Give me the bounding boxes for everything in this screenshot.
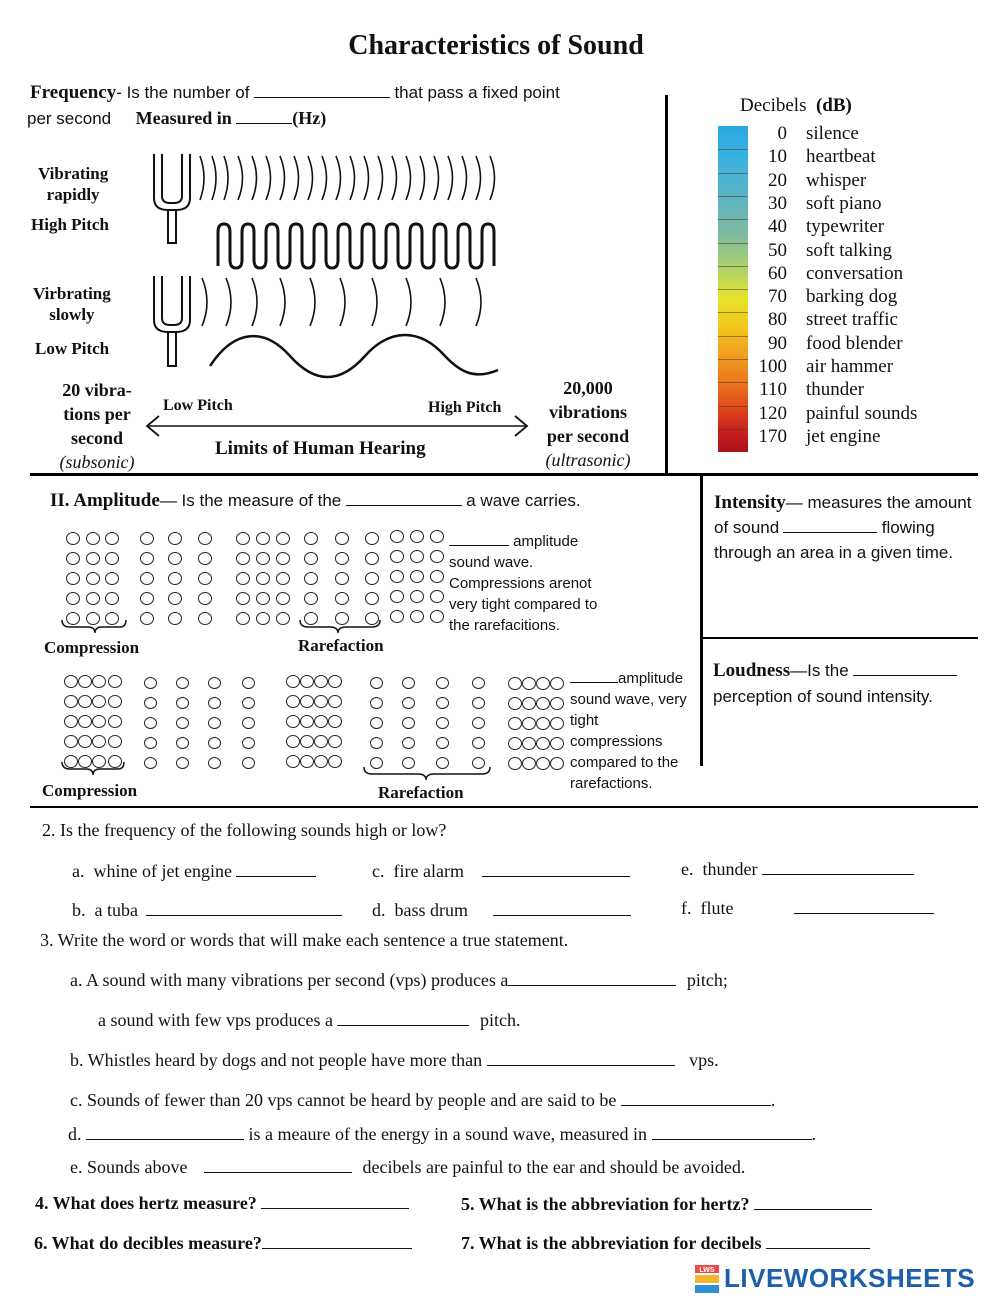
scale-tick xyxy=(718,406,748,407)
decibel-value: 70 xyxy=(768,286,787,308)
q2-question: 2. Is the frequency of the following sounds high or low? xyxy=(42,820,447,840)
decibel-label: thunder xyxy=(806,379,865,401)
q3-question: 3. Write the word or words that will make each sentence a true statement. xyxy=(40,930,569,950)
arrow-low-pitch: Low Pitch xyxy=(163,397,233,414)
high-amplitude-description: amplitude sound wave, very tight compressions compared to the rarefactions. xyxy=(570,670,687,792)
rarefaction-label-2: Rarefaction xyxy=(378,783,464,802)
amplitude-heading: II. Amplitude— Is the measure of the a wave carries. xyxy=(50,490,581,511)
decibel-value: 80 xyxy=(768,309,787,331)
svg-text:LWS: LWS xyxy=(699,1267,715,1274)
q2-item-e: e. thunder xyxy=(681,859,914,880)
decibel-value: 120 xyxy=(758,402,787,424)
vibrating-slowly-label: Virbrating slowly xyxy=(33,284,111,324)
frequency-label: Frequency xyxy=(30,82,117,103)
q3-a1: a. A sound with many vibrations per second (vps) produces a pitch; xyxy=(70,970,728,990)
q2-item-b: b. a tuba xyxy=(72,900,342,921)
q2-item-a: a. whine of jet engine xyxy=(72,861,316,882)
scale-tick xyxy=(718,312,748,313)
decibel-value: 50 xyxy=(768,239,787,261)
decibel-label: air hammer xyxy=(806,356,894,377)
frequency-line2: per second Measured in (Hz) xyxy=(27,108,327,128)
decibel-value: 110 xyxy=(759,379,787,401)
low-pitch-label: Low Pitch xyxy=(35,339,110,358)
decibel-label: painful sounds xyxy=(806,402,918,424)
q7: 7. What is the abbreviation for decibels xyxy=(461,1233,870,1254)
decibel-value: 0 xyxy=(777,123,787,144)
q2-item-d: d. bass drum xyxy=(372,900,631,921)
divider-int-loud xyxy=(703,637,978,639)
loudness-blank[interactable] xyxy=(853,675,957,676)
decibels-header: Decibels (dB) xyxy=(740,95,852,116)
subsonic-limit: 20 vibra- tions per second (subsonic) xyxy=(59,380,135,472)
page-title: Characteristics of Sound xyxy=(348,30,644,61)
decibel-label: heartbeat xyxy=(806,146,876,168)
divider-mid xyxy=(30,806,978,808)
scale-tick xyxy=(718,196,748,197)
scale-tick xyxy=(718,359,748,360)
scale-tick xyxy=(718,382,748,383)
ultrasonic-limit: 20,000 vibrations per second (ultrasonic) xyxy=(545,378,631,470)
brand-name: LIVEWORKSHEETS xyxy=(724,1263,976,1293)
q3-d: d. is a meaure of the energy in a sound wave, measured in . xyxy=(68,1124,817,1144)
hearing-label: Limits of Human Hearing xyxy=(215,438,426,459)
q3-b: b. Whistles heard by dogs and not people have more than vps. xyxy=(70,1050,719,1070)
compression-label-1: Compression xyxy=(44,638,140,657)
scale-tick xyxy=(718,336,748,337)
decibel-label: jet engine xyxy=(806,425,881,447)
divider-amp-int xyxy=(700,476,703,766)
decibel-label: silence xyxy=(806,123,859,144)
decibel-label: whisper xyxy=(806,169,867,191)
vibrating-rapidly-label: Vibrating rapidly xyxy=(38,164,109,204)
decibel-label: conversation xyxy=(806,262,904,284)
decibel-label: soft talking xyxy=(806,239,893,261)
compression-label-2: Compression xyxy=(42,781,138,800)
scale-tick xyxy=(718,289,748,290)
scale-tick xyxy=(718,429,748,430)
frequency-line1: Frequency- Is the number of that pass a fixed point xyxy=(30,82,560,103)
q2-item-c: c. fire alarm xyxy=(372,861,630,882)
liveworksheets-logo xyxy=(694,1263,994,1295)
rarefaction-label-1: Rarefaction xyxy=(298,636,384,655)
scale-tick xyxy=(718,173,748,174)
q3-e: e. Sounds above decibels are painful to the ear and should be avoided. xyxy=(70,1157,746,1177)
decibel-value: 90 xyxy=(768,332,787,354)
q3-a2: a sound with few vps produces a pitch. xyxy=(98,1010,521,1030)
scale-tick xyxy=(718,243,748,244)
q4: 4. What does hertz measure? xyxy=(35,1193,409,1214)
q5: 5. What is the abbreviation for hertz? xyxy=(461,1194,872,1215)
q6: 6. What do decibles measure? xyxy=(34,1233,412,1254)
intensity-blank[interactable] xyxy=(783,532,877,533)
decibel-value: 170 xyxy=(758,425,787,447)
q2-item-f: f. flute xyxy=(681,898,934,919)
decibel-value: 40 xyxy=(768,216,787,238)
decibel-label: street traffic xyxy=(806,309,898,331)
high-pitch-label: High Pitch xyxy=(31,215,109,234)
loudness-box: Loudness—Is the perception of sound intensity. xyxy=(713,658,988,710)
decibel-value: 20 xyxy=(768,169,787,191)
decibel-label: food blender xyxy=(806,332,903,354)
scale-tick xyxy=(718,149,748,150)
scale-tick xyxy=(718,219,748,220)
liveworksheets-logo-icon xyxy=(694,1264,720,1294)
decibel-label: barking dog xyxy=(806,286,898,308)
decibel-label: typewriter xyxy=(806,216,885,238)
intensity-box: Intensity— measures the amount of sound flowing through an area in a given time. xyxy=(714,492,972,562)
decibel-value: 60 xyxy=(768,262,787,284)
scale-tick xyxy=(718,266,748,267)
decibel-label: soft piano xyxy=(806,192,882,214)
decibel-value: 30 xyxy=(768,192,787,214)
decibel-value: 10 xyxy=(768,146,787,168)
arrow-high-pitch: High Pitch xyxy=(428,399,502,416)
low-amplitude-description: amplitude sound wave. Compressions arenot very tight compared to the rarefacitions. xyxy=(449,533,598,634)
q3-c: c. Sounds of fewer than 20 vps cannot be heard by people and are said to be . xyxy=(70,1090,776,1110)
decibel-value: 100 xyxy=(758,356,787,377)
